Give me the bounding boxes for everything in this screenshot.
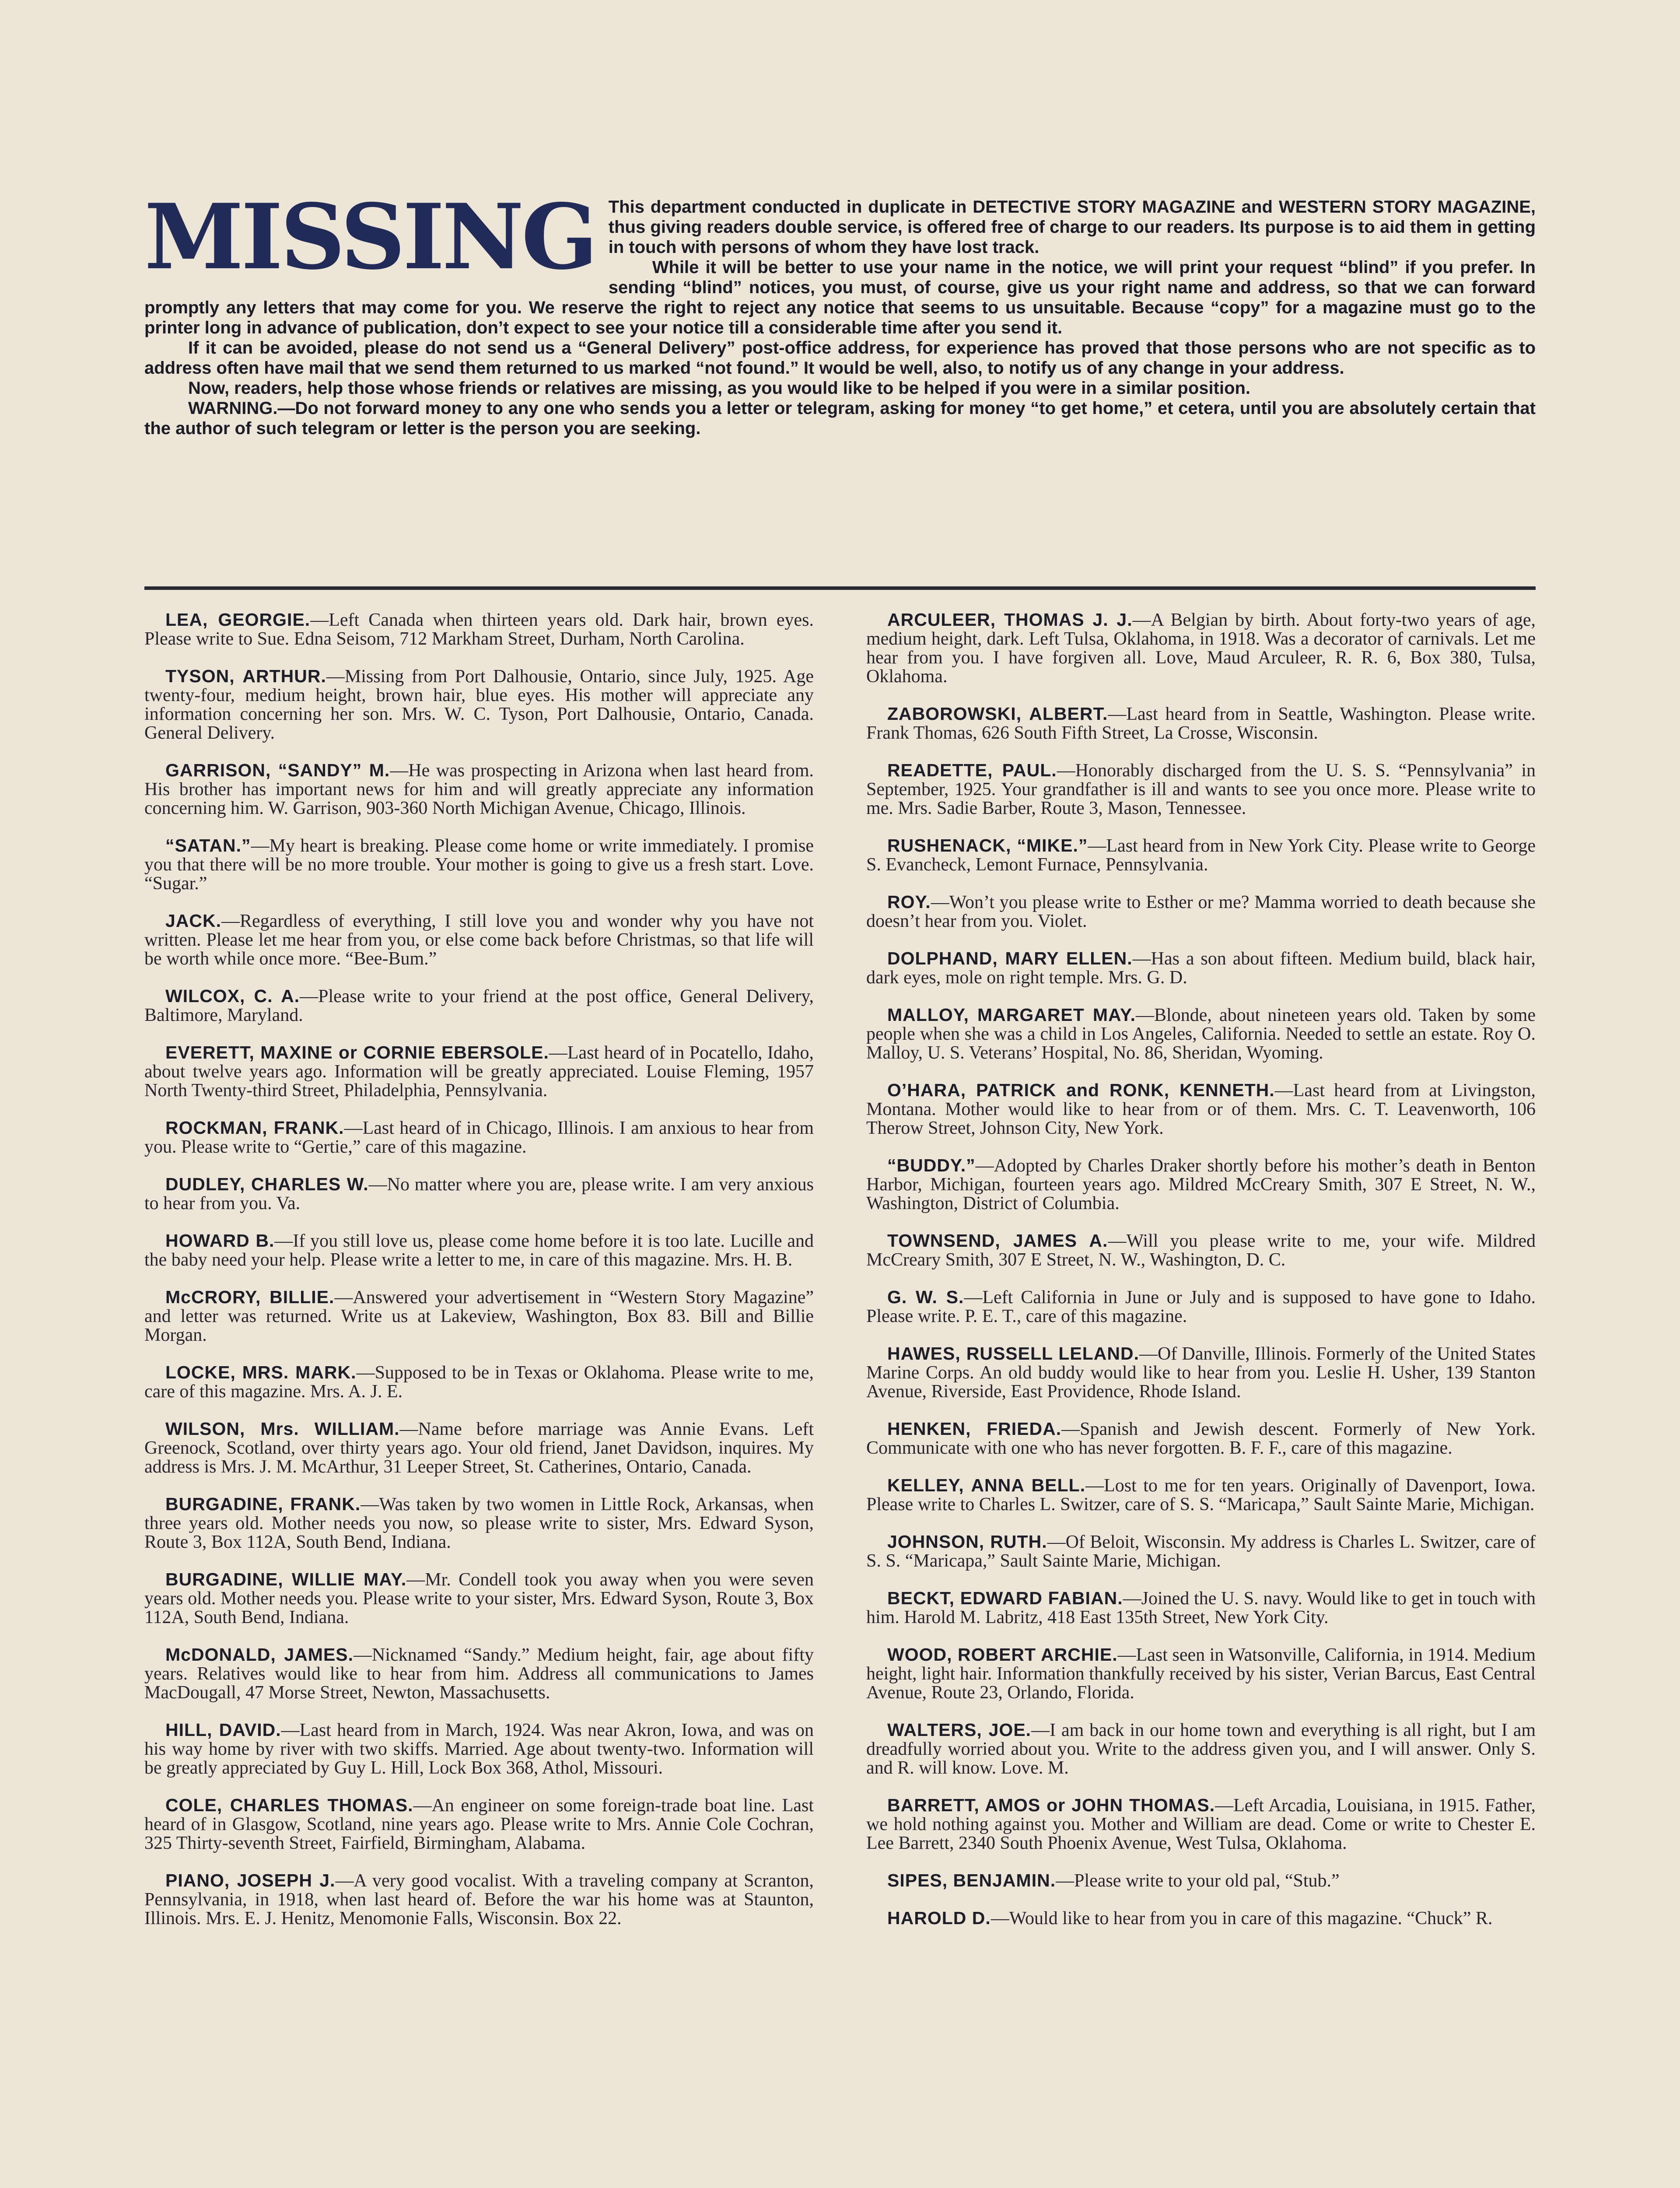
notice-name: WILCOX, C. A.: [165, 986, 300, 1006]
missing-notice: [866, 761, 1536, 818]
notice-name: BURGADINE, FRANK.: [165, 1494, 361, 1514]
notice-name: BECKT, EDWARD FABIAN.: [887, 1588, 1123, 1608]
missing-notice: [866, 610, 1536, 686]
missing-notice: [144, 912, 814, 968]
notice-name: ARCULEER, THOMAS J. J.: [887, 610, 1133, 630]
missing-notice: [144, 1288, 814, 1345]
notice-name: GARRISON, “SANDY” M.: [165, 760, 390, 780]
notice-text: —Won’t you please write to Esther or me? Mamma worried to death because she doesn’t hear from you. Violet.: [866, 892, 1536, 931]
notice-text: —An engineer on some foreign-trade boat line. Last heard of in Glasgow, Scotland, nine years ago. Please write to Mrs. Annie Cole Cochran, 325 Thirty-seventh Street, Fairfield, Birmingham, Alabama.: [144, 1795, 814, 1853]
notice-text: —Spanish and Jewish descent. Formerly of New York. Communicate with one who has never forgotten. B. F. F., care of this magazine.: [866, 1419, 1536, 1458]
notice-name: RUSHENACK, “MIKE.”: [887, 835, 1088, 856]
intro-paragraph: This department conducted in duplicate in DETECTIVE STORY MAGAZINE and WESTERN STORY MAGAZINE, thus giving readers double service, is offered free of charge to our readers. Its purpose is to aid them in getting in touch with persons of whom they have lost track.: [608, 197, 1536, 257]
notice-name: WILSON, Mrs. WILLIAM.: [165, 1419, 400, 1439]
missing-notice: [144, 1570, 814, 1627]
missing-notice: [144, 1043, 814, 1100]
notice-text: —Blonde, about nineteen years old. Taken by some people when she was a child in Los Angeles, California. Needed to settle an estate. Roy O. Malloy, U. S. Veterans’ Hospital, No. 86, Sheridan, Wyoming.: [866, 1005, 1536, 1063]
notice-text: —Left California in June or July and is supposed to have gone to Idaho. Please write. P. E. T., care of this magazine.: [866, 1287, 1536, 1326]
notice-text: —Last heard from at Livingston, Montana. Mother would like to hear from or of them. Mrs. C. T. Leavenworth, 106 Therow Street, Johnson City, New York.: [866, 1080, 1536, 1138]
notice-text: —Please write to your friend at the post office, General Delivery, Baltimore, Maryland.: [144, 986, 814, 1025]
notice-name: COLE, CHARLES THOMAS.: [165, 1795, 413, 1815]
notice-name: DOLPHAND, MARY ELLEN.: [887, 948, 1133, 968]
notice-name: HENKEN, FRIEDA.: [887, 1419, 1062, 1439]
notice-name: EVERETT, MAXINE or CORNIE EBERSOLE.: [165, 1042, 549, 1062]
missing-notice: [866, 1796, 1536, 1853]
notice-name: ZABOROWSKI, ALBERT.: [887, 704, 1108, 724]
notice-name: SIPES, BENJAMIN.: [887, 1870, 1056, 1890]
notice-text: —Lost to me for ten years. Originally of Davenport, Iowa. Please write to Charles L. Switzer, care of S. S. “Maricapa,” Sault Sainte Marie, Michigan.: [866, 1476, 1536, 1515]
missing-notice: [144, 1495, 814, 1552]
missing-notice: [866, 1645, 1536, 1702]
missing-notice: [144, 667, 814, 743]
missing-notice: [866, 1420, 1536, 1458]
missing-notice: [866, 1081, 1536, 1138]
notice-name: ROY.: [887, 892, 931, 912]
missing-notice: [866, 705, 1536, 743]
notice-text: —Mr. Condell took you away when you were seven years old. Mother needs you. Please write to your sister, Mrs. Edward Syson, Route 3, Box 112A, South Bend, Indiana.: [144, 1570, 814, 1627]
notice-name: LEA, GEORGIE.: [165, 610, 311, 630]
notice-name: TOWNSEND, JAMES A.: [887, 1231, 1108, 1251]
missing-notice: [144, 987, 814, 1025]
notice-name: BURGADINE, WILLIE MAY.: [165, 1569, 407, 1589]
notice-text: —Of Beloit, Wisconsin. My address is Charles L. Switzer, care of S. S. “Maricapa,” Sault Sainte Marie, Michigan.: [866, 1532, 1536, 1571]
missing-notice: [144, 1871, 814, 1928]
notice-name: McCRORY, BILLIE.: [165, 1287, 335, 1307]
notice-text: —Supposed to be in Texas or Oklahoma. Please write to me, care of this magazine. Mrs. A. J. E.: [144, 1363, 814, 1402]
missing-notice: [866, 1344, 1536, 1401]
notice-name: LOCKE, MRS. MARK.: [165, 1362, 357, 1382]
missing-notice: [866, 1288, 1536, 1326]
notice-text: —No matter where you are, please write. I am very anxious to hear from you. Va.: [144, 1175, 814, 1213]
notice-text: —If you still love us, please come home before it is too late. Lucille and the baby need your help. Please write a letter to me, in care of this magazine. Mrs. H. B.: [144, 1231, 814, 1270]
missing-notice: [144, 1721, 814, 1778]
notice-text: —Name before marriage was Annie Evans. Left Greenock, Scotland, over thirty years ago. Your old friend, Janet Davidson, inquires. My address is Mrs. J. M. McArthur, 31 Leeper Street, St. Catherines, Ontario, Canada.: [144, 1419, 814, 1477]
missing-notice: [144, 836, 814, 893]
notice-name: ROCKMAN, FRANK.: [165, 1118, 344, 1138]
missing-notice: [866, 1532, 1536, 1571]
notice-text: —Joined the U. S. navy. Would like to get in touch with him. Harold M. Labritz, 418 East 135th Street, New York City.: [866, 1588, 1536, 1627]
notice-name: PIANO, JOSEPH J.: [165, 1870, 336, 1890]
notice-name: BARRETT, AMOS or JOHN THOMAS.: [887, 1795, 1215, 1815]
notice-name: MALLOY, MARGARET MAY.: [887, 1005, 1136, 1025]
notice-text: —Regardless of everything, I still love you and wonder why you have not written. Please let me hear from you, or else come back before Christmas, so that life will be worth while once more. “Bee-Bum.”: [144, 911, 814, 969]
notice-name: McDONALD, JAMES.: [165, 1645, 354, 1665]
notice-text: —Last heard of in Pocatello, Idaho, about twelve years ago. Information will be greatly appreciated. Louise Fleming, 1957 North Twenty-third Street, Philadelphia, Pennsylvania.: [144, 1043, 814, 1101]
missing-notice: [144, 1645, 814, 1702]
notice-name: “BUDDY.”: [887, 1155, 976, 1175]
notice-text: —Nicknamed “Sandy.” Medium height, fair, age about fifty years. Relatives would like to hear from him. Address all communications to James MacDougall, 47 Morse Street, Newton, Massachusetts.: [144, 1645, 814, 1703]
notice-text: —Honorably discharged from the U. S. S. “Pennsylvania” in September, 1925. Your grandfather is ill and wants to see you once more. Please write to me. Mrs. Sadie Barber, Route 3, Mason, Tennessee.: [866, 761, 1536, 818]
intro-paragraph: If it can be avoided, please do not send us a “General Delivery” post-office address, for experience has proved that those persons who are not specific as to address often have mail that we send them returned to us marked “not found.” It would be well, also, to notify us of any change in your address.: [144, 338, 1536, 378]
missing-notice: [866, 949, 1536, 987]
missing-notice: [144, 1175, 814, 1213]
notice-name: WOOD, ROBERT ARCHIE.: [887, 1645, 1118, 1665]
notice-name: READETTE, PAUL.: [887, 760, 1057, 780]
notice-name: “SATAN.”: [165, 835, 251, 856]
missing-notice: [144, 610, 814, 649]
missing-notice: [866, 1156, 1536, 1213]
notice-name: HAROLD D.: [887, 1908, 991, 1928]
missing-notice: [144, 1363, 814, 1401]
left-column: [144, 610, 814, 1946]
notice-name: HAWES, RUSSELL LELAND.: [887, 1343, 1140, 1364]
notice-text: —Answered your advertisement in “Western Story Magazine” and letter was returned. Write us at Lakeview, Washington, Box 83. Bill and Billie Morgan.: [144, 1287, 814, 1345]
notice-name: JOHNSON, RUTH.: [887, 1532, 1047, 1552]
missing-notice: [866, 1006, 1536, 1062]
notice-text: —He was prospecting in Arizona when last heard from. His brother has important news for him and will greatly appreciate any information concerning him. W. Garrison, 903-360 North Michigan Avenue, Chicago, Illinois.: [144, 761, 814, 818]
missing-notice: [866, 1871, 1536, 1890]
notice-text: —A Belgian by birth. About forty-two years of age, medium height, dark. Left Tulsa, Oklahoma, in 1918. Was a decorator of carnivals. Let me hear from you. I have forgiven all. Love, Maud Arculeer, R. R. 6, Box 380, Tulsa, Oklahoma.: [866, 610, 1536, 687]
masthead-title: MISSING: [144, 185, 595, 290]
missing-notice: [866, 893, 1536, 931]
notice-text: —Will you please write to me, your wife. Mildred McCreary Smith, 307 E Street, N. W., Washington, D. C.: [866, 1231, 1536, 1270]
missing-notice: [866, 1589, 1536, 1627]
right-column: [866, 610, 1536, 1946]
notice-text: —Last heard from in March, 1924. Was near Akron, Iowa, and was on his way home by river with two skiffs. Married. Age about twenty-two. Information will be greatly appreciated by Guy L. Hill, Lock Box 368, Athol, Missouri.: [144, 1720, 814, 1778]
missing-notice: [144, 761, 814, 818]
notice-text: —Of Danville, Illinois. Formerly of the United States Marine Corps. An old buddy would like to hear from you. Leslie H. Usher, 139 Stanton Avenue, Riverside, East Providence, Rhode Island.: [866, 1344, 1536, 1402]
intro-paragraph: While it will be better to use your name in the notice, we will print your request “blind” if you prefer. In sending “blind” notices, you must, of course, give us your right name and address, so that we can forward promptly any letters that may come for you. We reserve the right to reject any notice that seems to us unsuitable. Because “copy” for a magazine must go to the printer long in advance of publication, don’t expect to see your notice till a considerable time after you send it.: [144, 258, 1536, 337]
notice-text: —A very good vocalist. With a traveling company at Scranton, Pennsylvania, in 1918, when last heard of. Before the war his home was at Staunton, Illinois. Mrs. E. J. Henitz, Menomonie Falls, Wisconsin. Box 22.: [144, 1871, 814, 1929]
notice-name: HILL, DAVID.: [165, 1720, 281, 1740]
notice-text: —Last heard of in Chicago, Illinois. I am anxious to hear from you. Please write to “Gertie,” care of this magazine.: [144, 1118, 814, 1157]
notice-name: TYSON, ARTHUR.: [165, 666, 326, 686]
notice-name: KELLEY, ANNA BELL.: [887, 1475, 1086, 1495]
notice-text: —Was taken by two women in Little Rock, Arkansas, when three years old. Mother needs you now, so please write to sister, Mrs. Edward Syson, Route 3, Box 112A, South Bend, Indiana.: [144, 1494, 814, 1552]
notice-name: DUDLEY, CHARLES W.: [165, 1174, 369, 1194]
notice-text: —Adopted by Charles Draker shortly before his mother’s death in Benton Harbor, Michigan, fourteen years ago. Mildred McCreary Smith, 307 E Street, N. W., Washington, District of Columbia.: [866, 1156, 1536, 1213]
missing-notice: [866, 1721, 1536, 1778]
missing-notice: [866, 836, 1536, 874]
missing-notice: [866, 1231, 1536, 1269]
missing-notice: [144, 1119, 814, 1157]
notice-text: —Last seen in Watsonville, California, in 1914. Medium height, light hair. Information thankfully received by his sister, Verian Barcus, East Central Avenue, Route 23, Orlando, Florida.: [866, 1645, 1536, 1703]
notice-text: —My heart is breaking. Please come home or write immediately. I promise you that there will be no more trouble. Your mother is going to give us a fresh start. Love. “Sugar.”: [144, 836, 814, 894]
warning-paragraph: WARNING.—Do not forward money to any one who sends you a letter or telegram, asking for money “to get home,” et cetera, until you are absolutely certain that the author of such telegram or letter is the person you are seeking.: [144, 399, 1536, 438]
missing-notice: [144, 1420, 814, 1476]
notice-text: —Last heard from in Seattle, Washington. Please write. Frank Thomas, 626 South Fifth Street, La Crosse, Wisconsin.: [866, 704, 1536, 743]
notice-name: HOWARD B.: [165, 1231, 275, 1251]
notice-text: —Please write to your old pal, “Stub.”: [1056, 1871, 1340, 1891]
missing-header: [144, 185, 1536, 438]
notice-text: —Last heard from in New York City. Please write to George S. Evancheck, Lemont Furnace, Pennsylvania.: [866, 836, 1536, 875]
missing-notice: [866, 1476, 1536, 1514]
notice-text: —Left Arcadia, Louisiana, in 1915. Father, we hold nothing against you. Mother and William are dead. Come or write to Chester E. Lee Barrett, 2340 South Phoenix Avenue, West Tulsa, Oklahoma.: [866, 1795, 1536, 1853]
notice-name: G. W. S.: [887, 1287, 964, 1307]
notice-name: JACK.: [165, 911, 222, 931]
notice-text: —Would like to hear from you in care of this magazine. “Chuck” R.: [990, 1908, 1493, 1929]
missing-notice: [144, 1796, 814, 1853]
notice-name: O’HARA, PATRICK and RONK, KENNETH.: [887, 1080, 1275, 1100]
notice-name: WALTERS, JOE.: [887, 1720, 1032, 1740]
notice-text: —Has a son about fifteen. Medium build, black hair, dark eyes, mole on right temple. Mrs. G. D.: [866, 949, 1536, 988]
header-divider: [144, 586, 1536, 590]
notice-text: —I am back in our home town and everything is all right, but I am dreadfully worried about you. Write to the address given you, and I will answer. Only S. and R. will know. Love. M.: [866, 1720, 1536, 1778]
notice-text: —Left Canada when thirteen years old. Dark hair, brown eyes. Please write to Sue. Edna Seisom, 712 Markham Street, Durham, North Carolina.: [144, 610, 814, 649]
missing-notice: [866, 1909, 1536, 1928]
notice-text: —Missing from Port Dalhousie, Ontario, since July, 1925. Age twenty-four, medium height, brown hair, blue eyes. His mother will appreciate any information concerning her son. Mrs. W. C. Tyson, Port Dalhousie, Ontario, Canada. General Delivery.: [144, 666, 814, 743]
intro-paragraph: Now, readers, help those whose friends or relatives are missing, as you would like to be helped if you were in a similar position.: [188, 379, 1251, 398]
missing-notice: [144, 1231, 814, 1269]
